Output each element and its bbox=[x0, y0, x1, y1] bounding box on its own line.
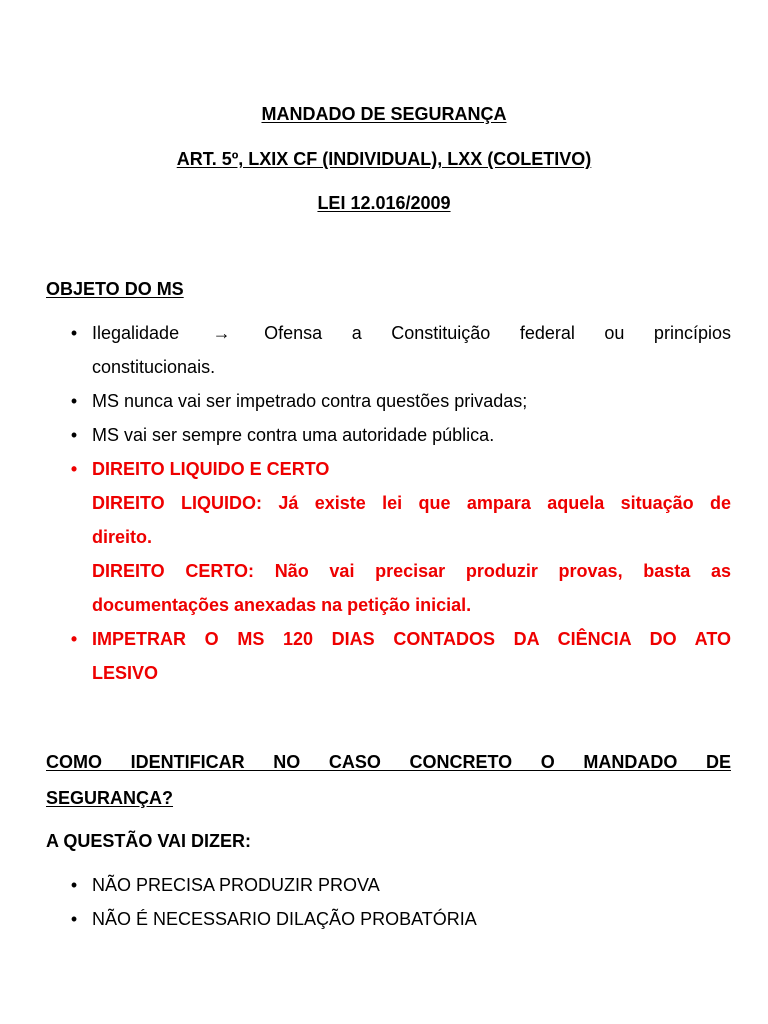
list-item-text: NÃO PRECISA PRODUZIR PROVA bbox=[92, 875, 380, 895]
bullet-icon: • bbox=[70, 459, 78, 479]
list-item-line: documentações anexadas na petição inicial. bbox=[92, 595, 472, 615]
section-heading-identificar-cont bbox=[46, 787, 731, 809]
bullet-icon: • bbox=[70, 323, 78, 343]
list-item bbox=[0, 418, 731, 452]
list-item-line: LESIVO bbox=[92, 663, 159, 683]
list-item-line: constitucionais. bbox=[92, 357, 216, 377]
list-item bbox=[0, 384, 731, 418]
list-item-line: DIREITO LIQUIDO: Já existe lei que ampara aquela situação de bbox=[92, 493, 731, 513]
list-item-text: MS vai ser sempre contra uma autoridade pública. bbox=[92, 425, 495, 445]
section-heading-identificar bbox=[46, 751, 731, 773]
questao-list bbox=[0, 868, 768, 936]
section-heading-objeto-text: OBJETO DO MS bbox=[46, 279, 184, 299]
list-item bbox=[0, 868, 731, 902]
list-item-line: DIREITO CERTO: Não vai precisar produzir provas, basta as bbox=[92, 561, 731, 581]
section-subheading bbox=[46, 830, 731, 852]
arrow-right-icon: → bbox=[212, 323, 231, 343]
list-item bbox=[0, 316, 731, 384]
bullet-icon: • bbox=[70, 391, 78, 411]
section-heading-line bbox=[46, 751, 731, 773]
bullet-icon: • bbox=[70, 875, 78, 895]
section-heading-text: SEGURANÇA? bbox=[46, 788, 174, 808]
list-item-line: IMPETRAR O MS 120 DIAS CONTADOS DA CIÊNCIA DO ATO bbox=[92, 629, 731, 649]
document-subtitle bbox=[0, 148, 768, 170]
bullet-icon: • bbox=[70, 629, 78, 649]
document-title bbox=[0, 103, 768, 125]
list-item-text: Ilegalidade bbox=[92, 323, 180, 343]
list-item-highlight bbox=[0, 622, 731, 690]
list-item-line: direito. bbox=[92, 527, 153, 547]
section-heading-text: COMO IDENTIFICAR NO CASO CONCRETO O MANDADO DE bbox=[46, 752, 731, 772]
list-item-text: NÃO É NECESSARIO DILAÇÃO PROBATÓRIA bbox=[92, 909, 477, 929]
title-line-1: MANDADO DE SEGURANÇA bbox=[261, 104, 507, 124]
list-item-highlight bbox=[0, 452, 731, 622]
section-heading-objeto bbox=[46, 278, 731, 300]
list-item-text: MS nunca vai ser impetrado contra questões privadas; bbox=[92, 391, 528, 411]
bullet-icon: • bbox=[70, 909, 78, 929]
section-subheading-text: A QUESTÃO VAI DIZER: bbox=[46, 831, 252, 851]
list-item bbox=[0, 902, 731, 936]
list-item-line: DIREITO LIQUIDO E CERTO bbox=[92, 459, 330, 479]
list-item-line bbox=[92, 316, 731, 350]
bullet-icon: • bbox=[70, 425, 78, 445]
title-line-2: ART. 5º, LXIX CF (INDIVIDUAL), LXX (COLETIVO) bbox=[176, 149, 592, 169]
law-reference bbox=[0, 192, 768, 214]
title-line-3: LEI 12.016/2009 bbox=[317, 193, 451, 213]
list-item-text: Ofensa a Constituição federal ou princípios bbox=[264, 323, 731, 343]
objeto-list bbox=[0, 316, 768, 690]
